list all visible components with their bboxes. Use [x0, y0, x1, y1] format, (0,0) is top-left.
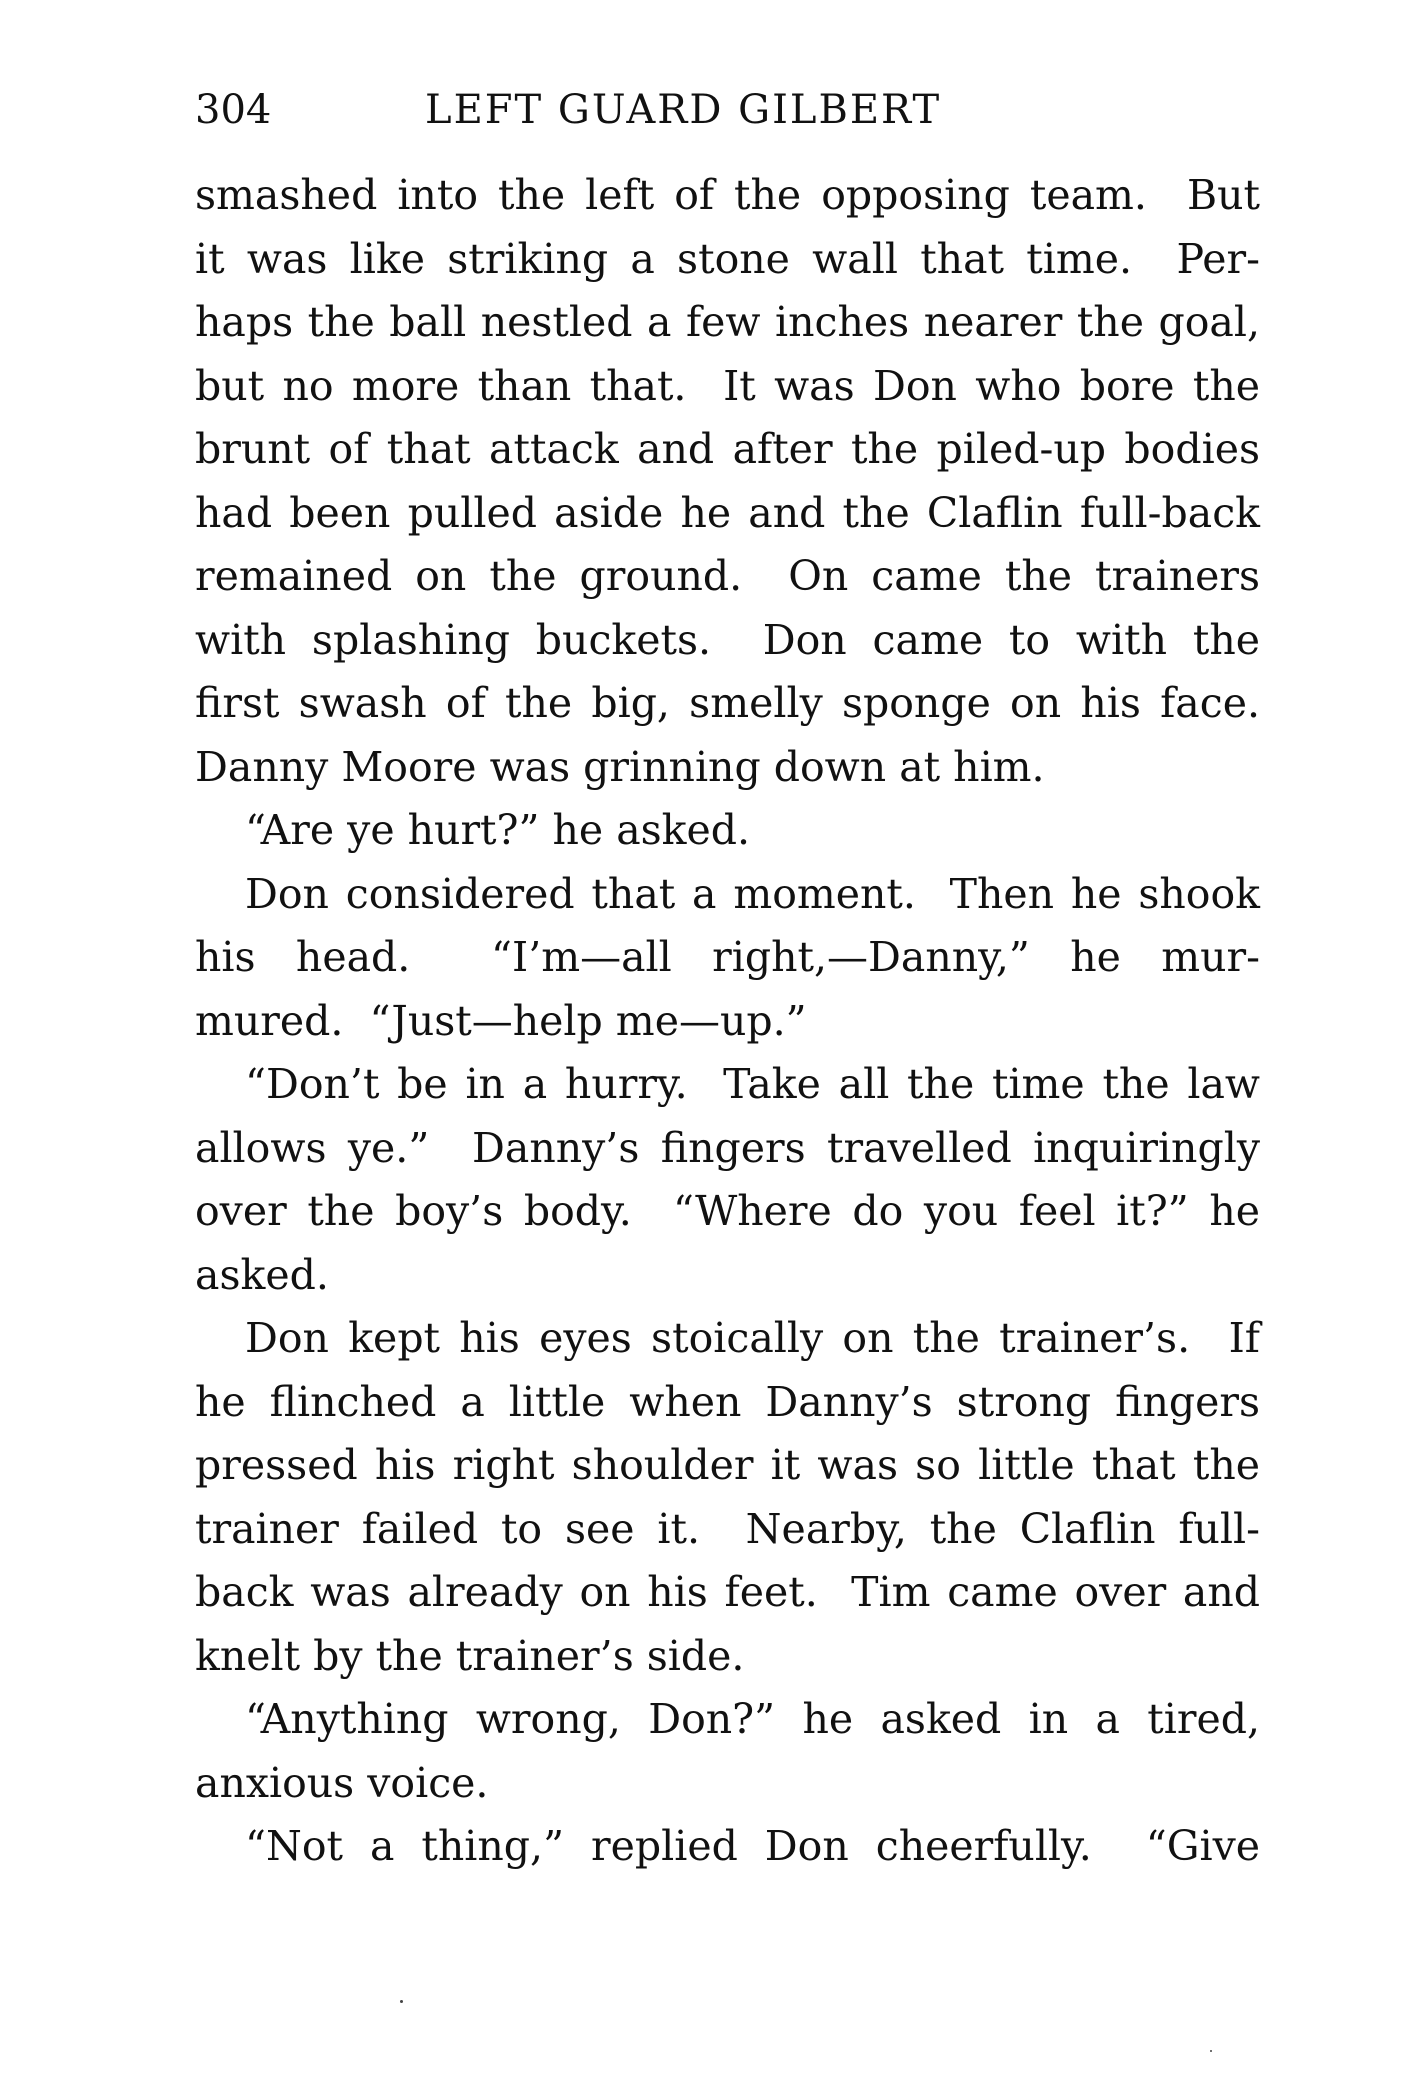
text-line: “Are ye hurt?” he asked. [245, 806, 751, 854]
text-line: he flinched a little when Danny’s strong fingers [195, 1377, 1260, 1426]
print-speck [1210, 2050, 1212, 2052]
text-line: pressed his right shoulder it was so little that the [195, 1441, 1260, 1489]
text-line: mured. “Just—help me—up.” [195, 996, 807, 1045]
text-line: asked. [195, 1250, 329, 1299]
text-line: over the boy’s body. “Where do you feel it?” he [195, 1187, 1260, 1235]
text-line: remained on the ground. On came the trainers [195, 552, 1260, 600]
body-text [195, 164, 1260, 1879]
text-line: allows ye.” Danny’s fingers travelled inquiringly [195, 1123, 1260, 1172]
text-line: first swash of the big, smelly sponge on his face. [195, 679, 1260, 727]
text-line: his head. “I’m—all right,—Danny,” he mur- [195, 933, 1260, 981]
text-line: Don kept his eyes stoically on the trainer’s. If [245, 1314, 1260, 1362]
text-line: with splashing buckets. Don came to with the [195, 615, 1260, 664]
text-line: “Anything wrong, Don?” he asked in a tired, [245, 1695, 1260, 1743]
text-line: “Don’t be in a hurry. Take all the time the law [245, 1060, 1260, 1108]
text-line: smashed into the left of the opposing team. But [195, 171, 1260, 219]
text-line: brunt of that attack and after the piled-up bodies [195, 425, 1260, 473]
text-line: knelt by the trainer’s side. [195, 1631, 745, 1680]
text-line: “Not a thing,” replied Don cheerfully. “Give [245, 1822, 1260, 1870]
text-line: back was already on his feet. Tim came over and [195, 1568, 1260, 1616]
text-line: Don considered that a moment. Then he shook [245, 869, 1260, 918]
text-line: Danny Moore was grinning down at him. [195, 742, 1045, 791]
text-line: it was like striking a stone wall that time. Per- [195, 234, 1260, 283]
running-title: LEFT GUARD GILBERT [425, 87, 942, 133]
text-line: had been pulled aside he and the Claflin full-back [195, 488, 1260, 537]
print-speck [400, 2000, 403, 2003]
text-line: anxious voice. [195, 1758, 489, 1807]
page-header [195, 80, 1235, 140]
page-number: 304 [195, 87, 272, 133]
text-line: but no more than that. It was Don who bore the [195, 361, 1260, 410]
text-line: trainer failed to see it. Nearby, the Claflin full- [195, 1504, 1260, 1553]
text-line: haps the ball nestled a few inches nearer the goal, [195, 298, 1260, 346]
